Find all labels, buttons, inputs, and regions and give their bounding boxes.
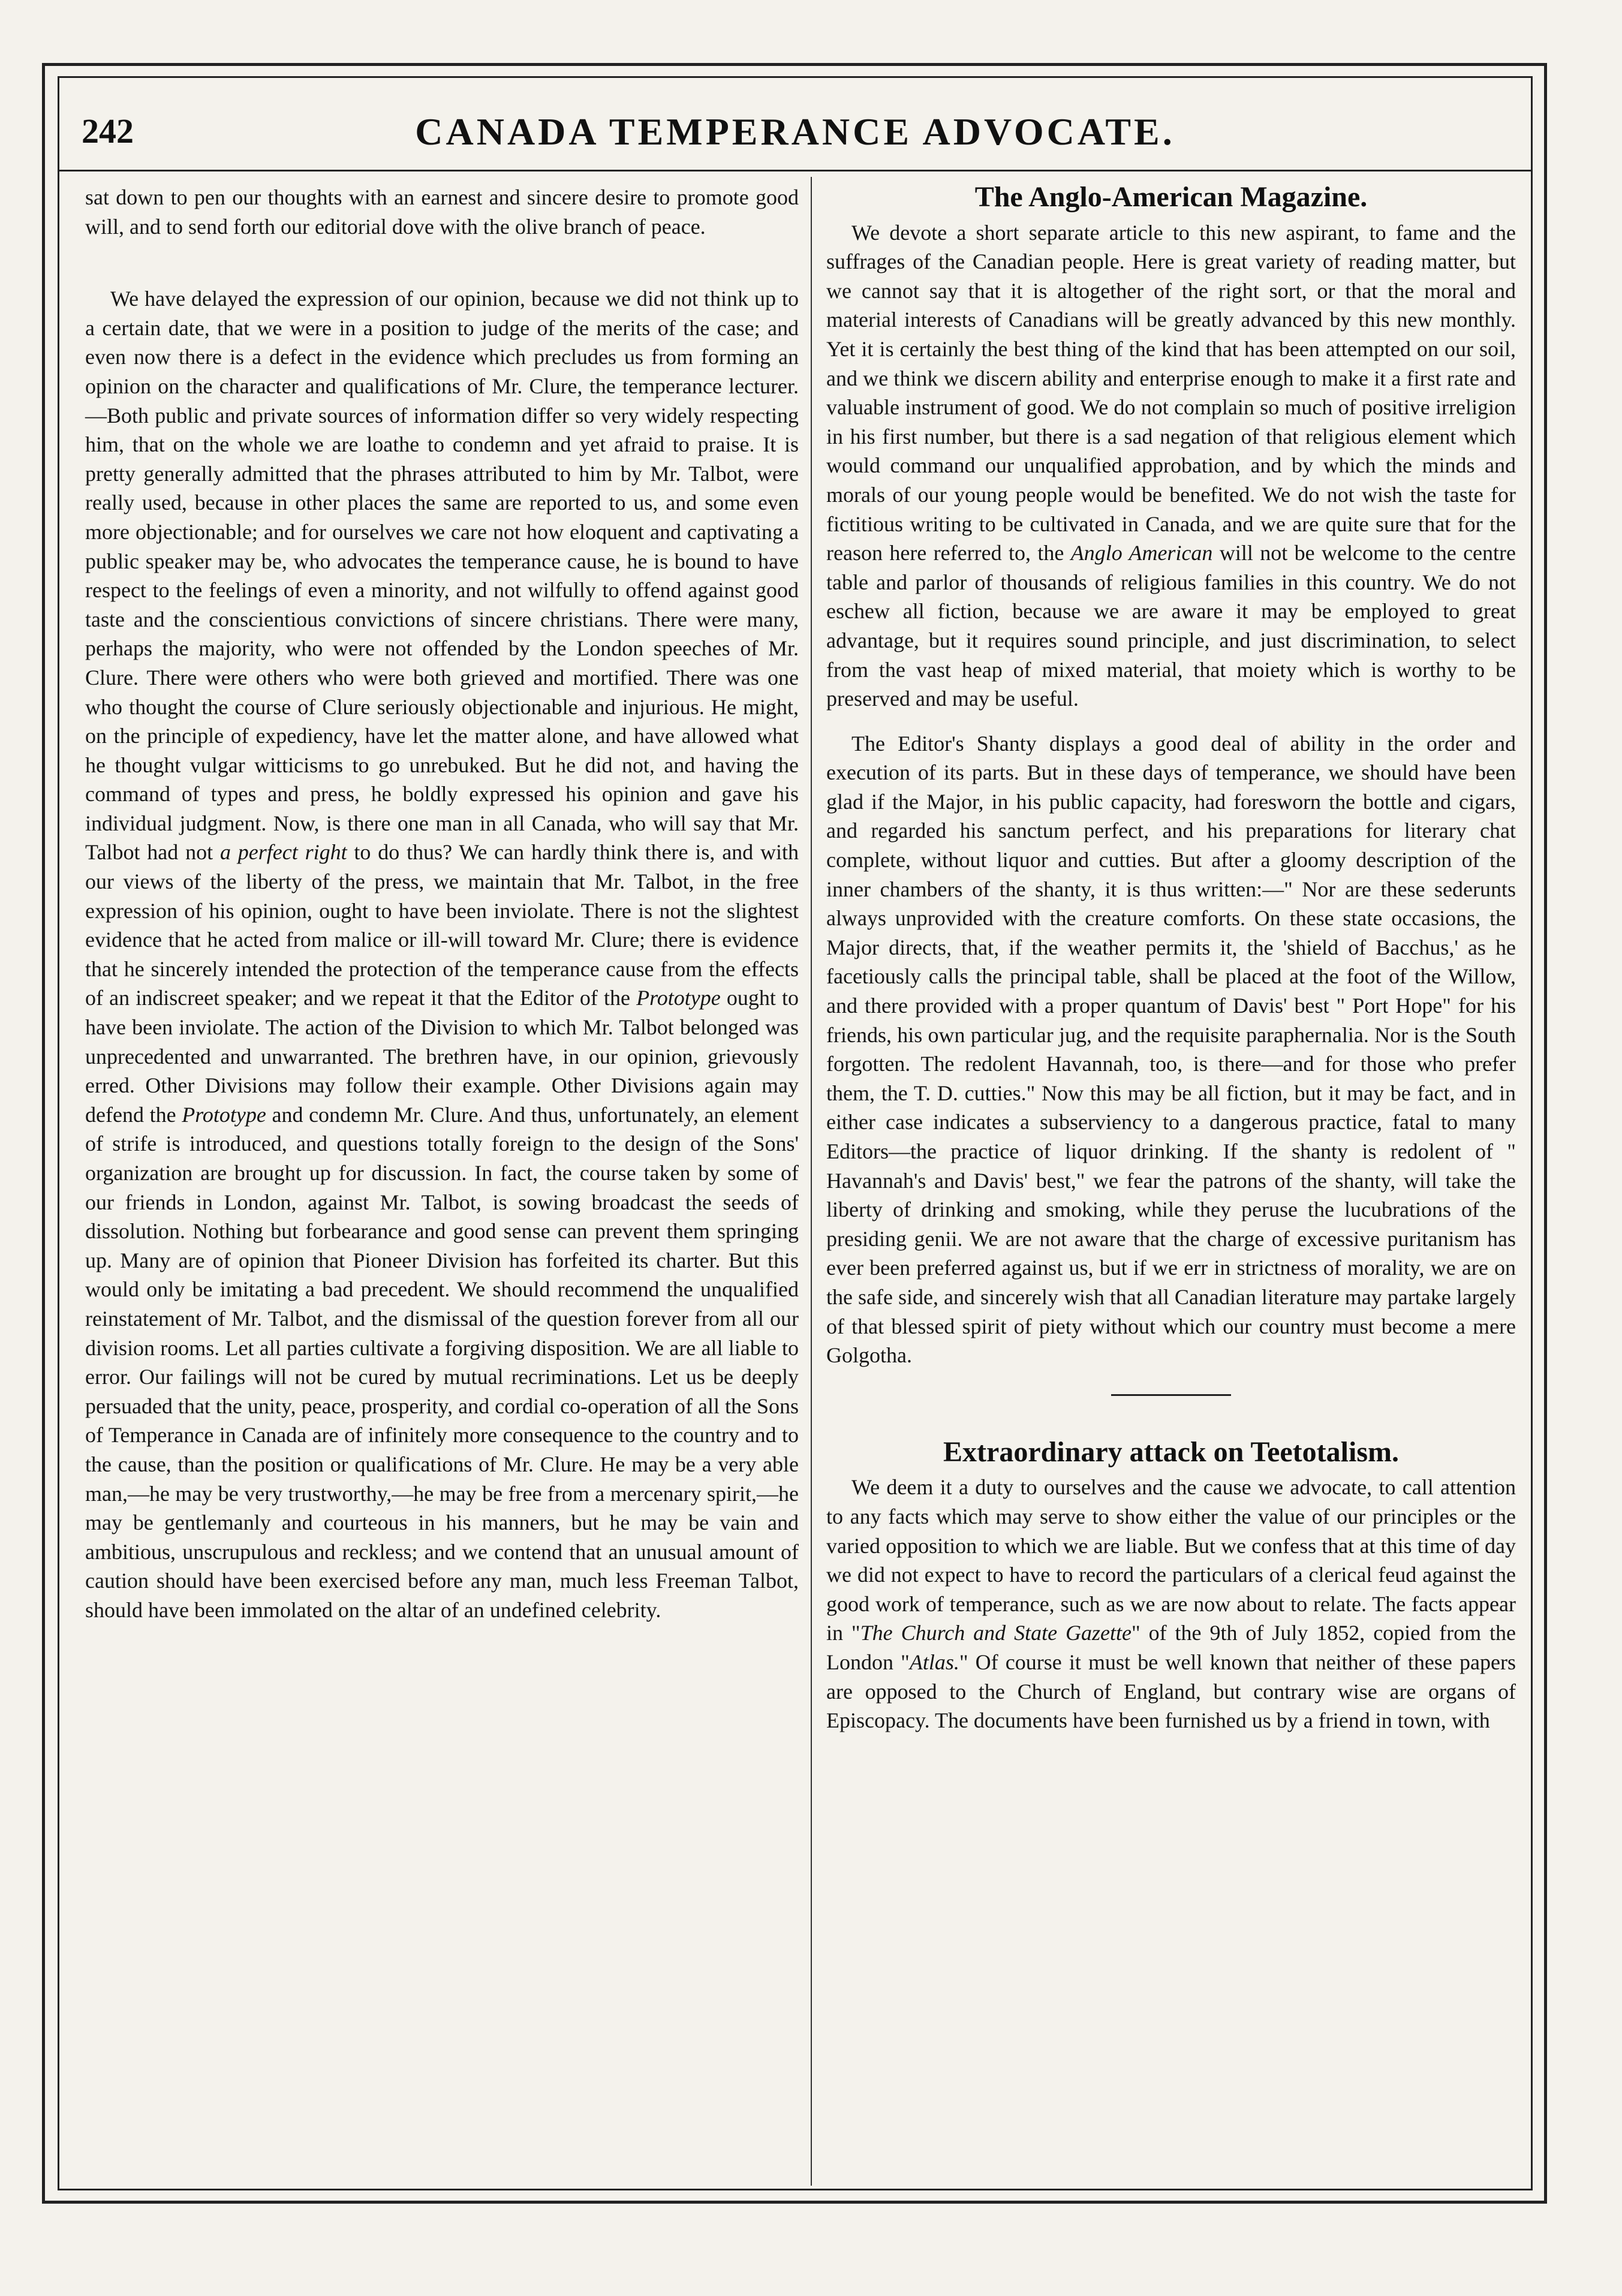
paragraph-clure-opinion bbox=[85, 284, 799, 1624]
section-title-anglo-american: The Anglo-American Magazine. bbox=[974, 181, 1368, 213]
newspaper-page bbox=[42, 63, 1547, 2204]
paragraph-teetotalism-attack bbox=[826, 1473, 1516, 1735]
section-title-teetotalism: Extraordinary attack on Teetotalism. bbox=[943, 1436, 1399, 1468]
text: " of the 9th of July 1852, copied from the London " bbox=[826, 1621, 1516, 1674]
text: We have delayed the expression of our opinion, because we did not think up to a certain date, that we were in a position to judge of the merits of the case; and even now there is a defect in the evidence which precludes us from forming an opinion on the character and qualifications of Mr. Clure, the temperance lecturer.—Both public and private sources of information differ so very widely respecting him, that on the whole we are loathe to condemn and yet afraid to praise. It is pretty generally admitted that the phrases attributed to him by Mr. Talbot, were really used, because in other places the same are reported to us, and some even more objectionable; and for ourselves we care not how eloquent and captivating a public speaker may be, who advocates the temperance cause, he is bound to have respect to the feelings of even a minority, and not wilfully to offend against good taste and the conscientious convictions of sincere christians. There were many, perhaps the majority, who were not offended by the London speeches of Mr. Clure. There were others who were both grieved and mortified. There was one who thought the course of Clure seriously objectionable and injurious. He might, on the principle of expediency, have let the matter alone, and have allowed what he thought vulgar witticisms to go unrebuked. But he did not, and having the command of types and press, he boldly expressed his opinion and gave his individual judgment. Now, is there one man in all Canada, who will say that Mr. Talbot had not bbox=[85, 287, 799, 865]
page-number: 242 bbox=[82, 112, 134, 151]
text: will not be welcome to the centre table and parlor of thousands of religious families in this country. We do not eschew all fiction, because we are aware it may be employed to great advantage, but it requires sound principle, and just discrimination, to select from the vast heap of mixed material, that moiety which is worthy to be preserved and may be useful. bbox=[826, 541, 1516, 711]
page-header bbox=[58, 87, 1533, 165]
right-column bbox=[826, 183, 1516, 1751]
emphasis: Atlas. bbox=[909, 1650, 959, 1674]
text: to do thus? We can hardly think there is, and with our views of the liberty of the press, we maintain that Mr. Talbot, in the free expression of his opinion, ought to have been inviolate. There is not the slightest evidence that he acted from malice or ill-will toward Mr. Clure; there is evidence that he sincerely intended the protection of the temperance cause from the effects of an indiscreet speaker; and we repeat it that the Editor of the bbox=[85, 840, 799, 1010]
emphasis: Prototype bbox=[182, 1102, 266, 1127]
section-separator bbox=[1111, 1394, 1231, 1396]
paragraph-closing-previous bbox=[85, 183, 799, 241]
text: We deem it a duty to ourselves and the cause we advocate, to call attention to any facts which may serve to show either the value of our principles or the varied opposition to which we are liable. But we confess that at this time of day we did not expect to have to record the particulars of a clerical feud against the good work of temperance, such as we are now about to relate. The facts appear in " bbox=[826, 1475, 1516, 1645]
text: ought to have been inviolate. The action of the Division to which Mr. Talbot belonged was unprecedented and unwarranted. The brethren have, in our opinion, grievously erred. Other Divisions may follow their example. Other Divisions again may defend the bbox=[85, 986, 799, 1127]
text: and condemn Mr. Clure. And thus, unfortunately, an element of strife is introduced, and questions totally foreign to the design of the Sons' organization are brought up for discussion. In fact, the course taken by some of our friends in London, against Mr. Talbot, is sowing broadcast the seeds of dissolution. Nothing but forbearance and good sense can prevent them springing up. Many are of opinion that Pioneer Division has forfeited its charter. But this would only be imitating a bad precedent. We should recommend the unqualified reinstatement of Mr. Talbot, and the dismissal of the question forever from all our division rooms. Let all parties cultivate a forgiving disposition. We are all liable to error. Our failings will not be cured by mutual recriminations. Let us be deeply persuaded that the unity, peace, prosperity, and cordial co-operation of all the Sons of Temperance in Canada are of infinitely more consequence to the country and to the cause, than the position or qualifications of Mr. Clure. He may be a very able man,—he may be very trustworthy,—he may be free from a mercenary spirit,—he may be gentlemanly and courteous in his manners, but he may be vain and ambitious, unscrupulous and reckless; and we contend that an unusual amount of caution should have been exercised before any man, much less Freeman Talbot, should have been immolated on the altar of an undefined celebrity. bbox=[85, 1102, 799, 1622]
paragraph-magazine-review bbox=[826, 218, 1516, 714]
paragraph-editors-shanty bbox=[826, 729, 1516, 1370]
emphasis: Anglo American bbox=[1070, 541, 1213, 565]
text: " Of course it must be well known that neither of these papers are opposed to the Church of England, but contrary wise are organs of Episcopacy. The documents have been furnished us by a friend in town, with bbox=[826, 1650, 1516, 1733]
text: We devote a short separate article to this new aspirant, to fame and the suffrages of the Canadian people. Here is great variety of reading matter, but we cannot say that it is altogether of the right sort, or that the moral and material interests of Canadians will be greatly advanced by this new monthly. Yet it is certainly the best thing of the kind that has been attempted on our soil, and we think we discern ability and enterprise enough to make it a first rate and valuable instrument of good. We do not complain so much of positive irreligion in his first number, but there is a sad negation of that religious element which would command our unqualified approbation, and by which the minds and morals of our young people would be benefited. We do not wish the taste for fictitious writing to be cultivated in Canada, and we are quite sure that for the reason here referred to, the bbox=[826, 220, 1516, 565]
text: sat down to pen our thoughts with an earnest and sincere desire to promote good will, and to send forth our editorial dove with the olive branch of peace. bbox=[85, 185, 799, 239]
left-column bbox=[85, 183, 799, 1641]
publication-title: CANADA TEMPERANCE ADVOCATE. bbox=[415, 110, 1175, 153]
text: The Editor's Shanty displays a good deal of ability in the order and execution of its parts. But in these days of temperance, we should have been glad if the Major, in his public capacity, had foresworn the bottle and cigars, and regarded his sanctum perfect, and his preparations for literary chat complete, without liquor and cutties. But after a gloomy description of the inner chambers of the shanty, it is thus written:—" Nor are these sederunts always unprovided with the creature comforts. On these state occasions, the Major directs, that, if the weather permits it, the 'shield of Bacchus,' as he facetiously calls the principal table, shall be placed at the foot of the Willow, and there provided with a proper quantum of Davis' best " Port Hope" for his friends, his own particular jug, and the requisite paraphernalia. Nor is the South forgotten. The redolent Havannah, too, is there—and for those who prefer them, the T. D. cutties." Now this may be all fiction, but it may be fact, and in either case indicates a subserviency to a dangerous practice, fatal to many Editors—the practice of liquor drinking. If the shanty is redolent of " Havannah's and Davis' best," we fear the patrons of the shanty, will take the liberty of drinking and smoking, while they peruse the lucubrations of the presiding genii. We are not aware that the charge of excessive puritanism has ever been preferred against us, but if we err in strictness of morality, we are on the safe side, and sincerely wish that all Canadian literature may partake largely of that blessed spirit of piety without which our country must become a mere Golgotha. bbox=[826, 731, 1516, 1368]
emphasis: The Church and State Gazette bbox=[860, 1621, 1132, 1645]
column-divider bbox=[811, 177, 812, 2186]
header-rule bbox=[58, 170, 1533, 171]
emphasis: Prototype bbox=[636, 986, 721, 1010]
emphasis: a perfect right bbox=[219, 840, 347, 865]
